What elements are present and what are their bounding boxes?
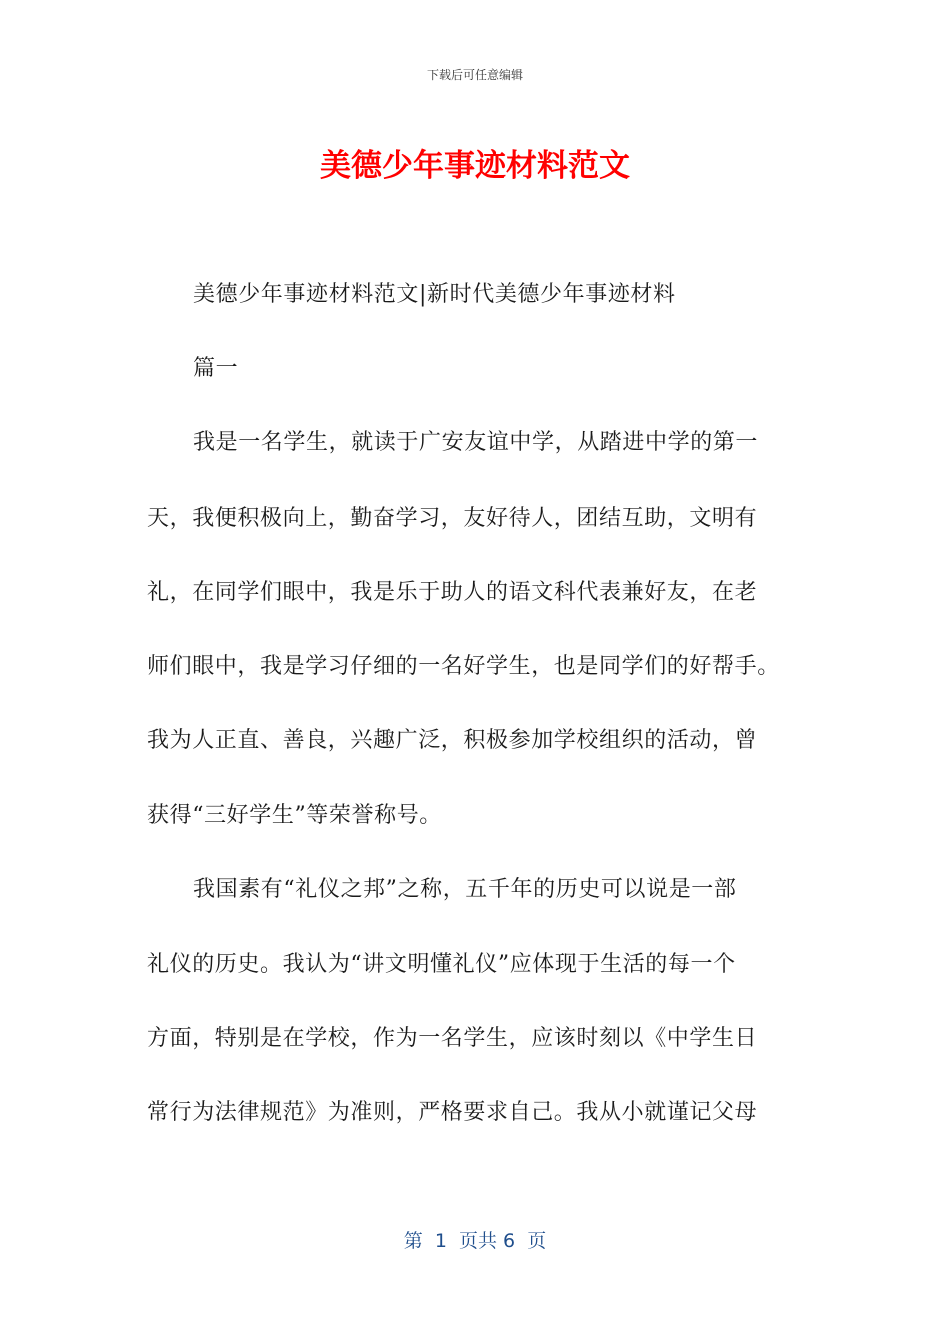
body-line: 天，我便积极向上，勤奋学习，友好待人，团结互助，文明有 — [147, 506, 758, 531]
body-line: 我为人正直、善良，兴趣广泛，积极参加学校组织的活动，曾 — [147, 728, 758, 753]
body-line: 我国素有“礼仪之邦”之称，五千年的历史可以说是一部 — [193, 877, 737, 902]
document-title: 美德少年事迹材料范文 — [320, 148, 630, 184]
body-line: 礼，在同学们眼中，我是乐于助人的语文科代表兼好友，在老 — [147, 580, 758, 605]
section-heading: 篇一 — [193, 356, 239, 381]
body-line: 礼仪的历史。我认为“讲文明懂礼仪”应体现于生活的每一个 — [147, 952, 736, 977]
page-number-footer: 第 1 页共 6 页 — [403, 1230, 547, 1252]
body-line: 我是一名学生，就读于广安友谊中学，从踏进中学的第一 — [193, 430, 759, 455]
body-line: 方面，特别是在学校，作为一名学生，应该时刻以《中学生日 — [147, 1026, 758, 1051]
header-note: 下载后可任意编辑 — [426, 68, 523, 82]
document-subtitle: 美德少年事迹材料范文|新时代美德少年事迹材料 — [193, 282, 676, 307]
body-line: 师们眼中，我是学习仔细的一名好学生，也是同学们的好帮手。 — [147, 654, 780, 679]
body-line: 常行为法律规范》为准则，严格要求自己。我从小就谨记父母 — [147, 1100, 758, 1125]
body-line: 获得“三好学生”等荣誉称号。 — [147, 803, 442, 828]
